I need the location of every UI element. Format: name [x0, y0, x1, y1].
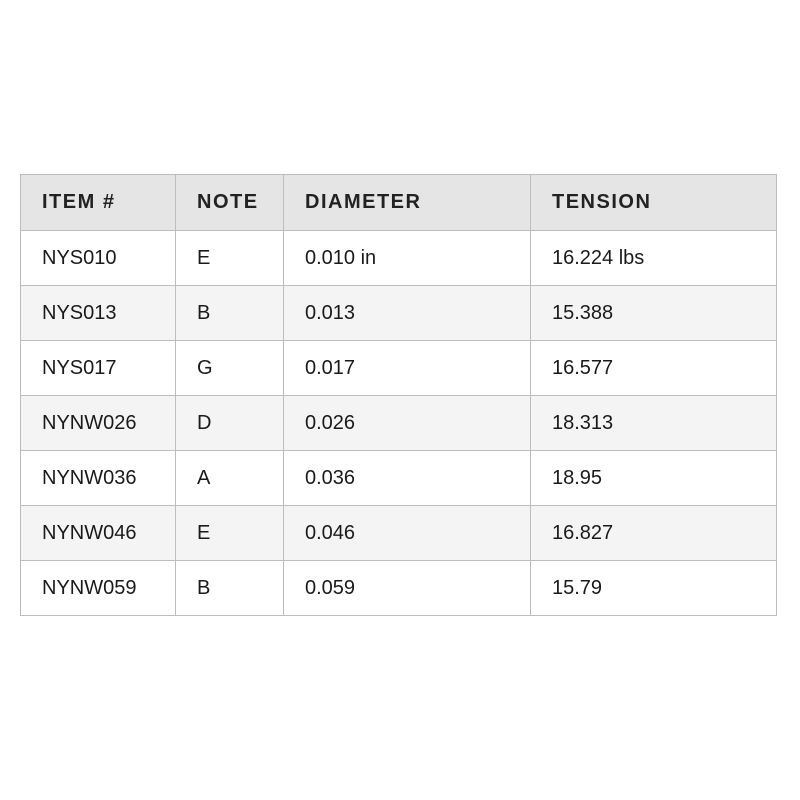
table-body [21, 231, 777, 616]
cell-diameter: 0.010 in [284, 231, 531, 286]
cell-tension: 15.388 [531, 286, 777, 341]
cell-item-number: NYNW036 [21, 451, 176, 506]
cell-item-number: NYNW046 [21, 506, 176, 561]
cell-diameter: 0.046 [284, 506, 531, 561]
cell-tension: 16.224 lbs [531, 231, 777, 286]
table-row [21, 506, 777, 561]
cell-diameter: 0.059 [284, 561, 531, 616]
table-row [21, 396, 777, 451]
table-header [21, 175, 777, 231]
cell-note: B [176, 286, 284, 341]
cell-item-number: NYNW026 [21, 396, 176, 451]
string-spec-table [20, 174, 777, 616]
cell-tension: 18.313 [531, 396, 777, 451]
cell-note: B [176, 561, 284, 616]
table-row [21, 451, 777, 506]
cell-note: D [176, 396, 284, 451]
cell-tension: 16.577 [531, 341, 777, 396]
string-spec-table-container [20, 174, 776, 616]
cell-item-number: NYS013 [21, 286, 176, 341]
table-row [21, 341, 777, 396]
cell-item-number: NYS010 [21, 231, 176, 286]
header-row [21, 175, 777, 231]
cell-tension: 18.95 [531, 451, 777, 506]
cell-item-number: NYNW059 [21, 561, 176, 616]
cell-diameter: 0.026 [284, 396, 531, 451]
table-row [21, 231, 777, 286]
cell-item-number: NYS017 [21, 341, 176, 396]
cell-tension: 15.79 [531, 561, 777, 616]
cell-note: G [176, 341, 284, 396]
header-item-number: ITEM # [21, 175, 176, 231]
cell-note: E [176, 231, 284, 286]
cell-note: E [176, 506, 284, 561]
table-row [21, 286, 777, 341]
cell-diameter: 0.013 [284, 286, 531, 341]
cell-tension: 16.827 [531, 506, 777, 561]
header-tension: TENSION [531, 175, 777, 231]
cell-note: A [176, 451, 284, 506]
cell-diameter: 0.036 [284, 451, 531, 506]
header-note: NOTE [176, 175, 284, 231]
header-diameter: DIAMETER [284, 175, 531, 231]
cell-diameter: 0.017 [284, 341, 531, 396]
table-row [21, 561, 777, 616]
